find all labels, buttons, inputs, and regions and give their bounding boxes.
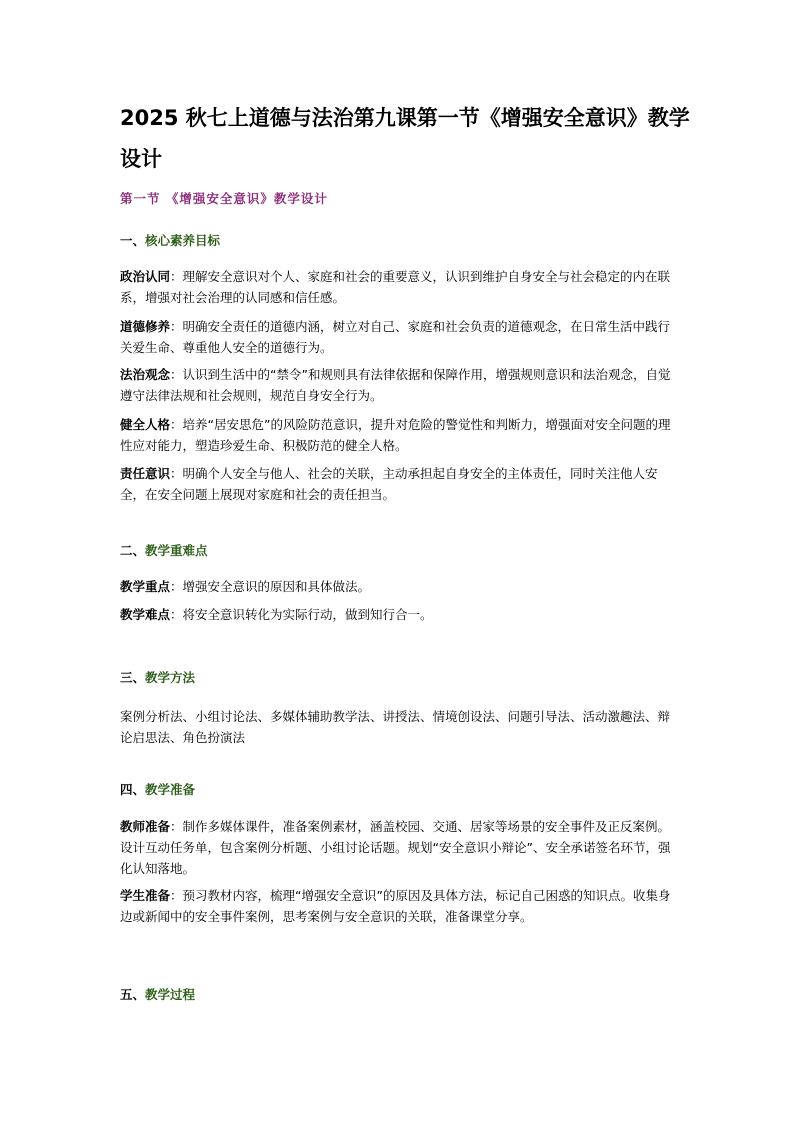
paragraph [120, 604, 680, 625]
section-number: 一、 [120, 233, 146, 248]
paragraph-label: 学生准备 [120, 888, 171, 903]
paragraph-text: ：将安全意识转化为实际行动，做到知行合一。 [170, 607, 433, 622]
section-title: 教学过程 [145, 987, 196, 1002]
section-number: 五、 [120, 987, 146, 1002]
paragraph-label: 法治观念 [120, 367, 171, 382]
document-subtitle: 第一节 《增强安全意识》教学设计 [120, 191, 328, 206]
paragraph-text: ：增强安全意识的原因和具体做法。 [170, 579, 371, 594]
paragraph-label: 道德修养 [120, 319, 171, 334]
section-heading-5 [120, 985, 195, 1003]
section-number: 二、 [120, 543, 146, 558]
section-title: 教学重难点 [145, 543, 208, 558]
section-heading-3 [120, 668, 195, 686]
paragraph-label: 政治认同 [120, 269, 171, 284]
paragraph-label: 教学难点 [120, 607, 171, 622]
paragraph [120, 885, 680, 927]
section-title: 教学方法 [145, 670, 196, 685]
section-number: 四、 [120, 782, 146, 797]
section-heading-2 [120, 541, 208, 559]
section-heading-1 [120, 231, 220, 249]
section-number: 三、 [120, 670, 146, 685]
section-title: 核心素养目标 [145, 233, 221, 248]
section-heading-4 [120, 780, 195, 798]
paragraph [120, 706, 680, 748]
paragraph-label: 教师准备 [120, 819, 171, 834]
paragraph [120, 266, 680, 308]
paragraph-label: 责任意识 [120, 466, 171, 481]
paragraph [120, 816, 680, 879]
paragraph [120, 463, 680, 505]
paragraph [120, 364, 680, 406]
document-title: 2025 秋七上道德与法治第九课第一节《增强安全意识》教学设计 [120, 106, 690, 171]
paragraph-text: ：明确个人安全与他人、社会的关联，主动承担起自身安全的主体责任，同时关注他人安全，在安全问题上展现对家庭和社会的责任担当。 [120, 466, 658, 502]
paragraph-text: ：认识到生活中的“禁令”和规则具有法律依据和保障作用，增强规则意识和法治观念，自觉遵守法律法规和社会规则，规范自身安全行为。 [120, 367, 671, 403]
paragraph [120, 414, 680, 456]
paragraph-text: ：培养“居安思危”的风险防范意识，提升对危险的警觉性和判断力，增强面对安全问题的理性应对能力，塑造珍爱生命、积极防范的健全人格。 [120, 417, 671, 453]
paragraph-label: 健全人格 [120, 417, 171, 432]
paragraph [120, 576, 680, 597]
paragraph-text: ：制作多媒体课件，准备案例素材，涵盖校园、交通、居家等场景的安全事件及正反案例。设计互动任务单，包含案例分析题、小组讨论话题。规划“安全意识小辩论”、安全承诺签名环节，强化认知落地。 [120, 819, 671, 876]
paragraph-label: 教学重点 [120, 579, 171, 594]
paragraph-text: 案例分析法、小组讨论法、多媒体辅助教学法、讲授法、情境创设法、问题引导法、活动激趣法、辩论启思法、角色扮演法 [120, 709, 671, 745]
paragraph-text: ：预习教材内容，梳理“增强安全意识”的原因及具体方法，标记自己困惑的知识点。收集身边或新闻中的安全事件案例，思考案例与安全意识的关联，准备课堂分享。 [120, 888, 671, 924]
paragraph [120, 316, 680, 358]
section-title: 教学准备 [145, 782, 196, 797]
paragraph-text: ：明确安全责任的道德内涵，树立对自己、家庭和社会负责的道德观念，在日常生活中践行关爱生命、尊重他人安全的道德行为。 [120, 319, 671, 355]
paragraph-text: ：理解安全意识对个人、家庭和社会的重要意义，认识到维护自身安全与社会稳定的内在联系，增强对社会治理的认同感和信任感。 [120, 269, 671, 305]
